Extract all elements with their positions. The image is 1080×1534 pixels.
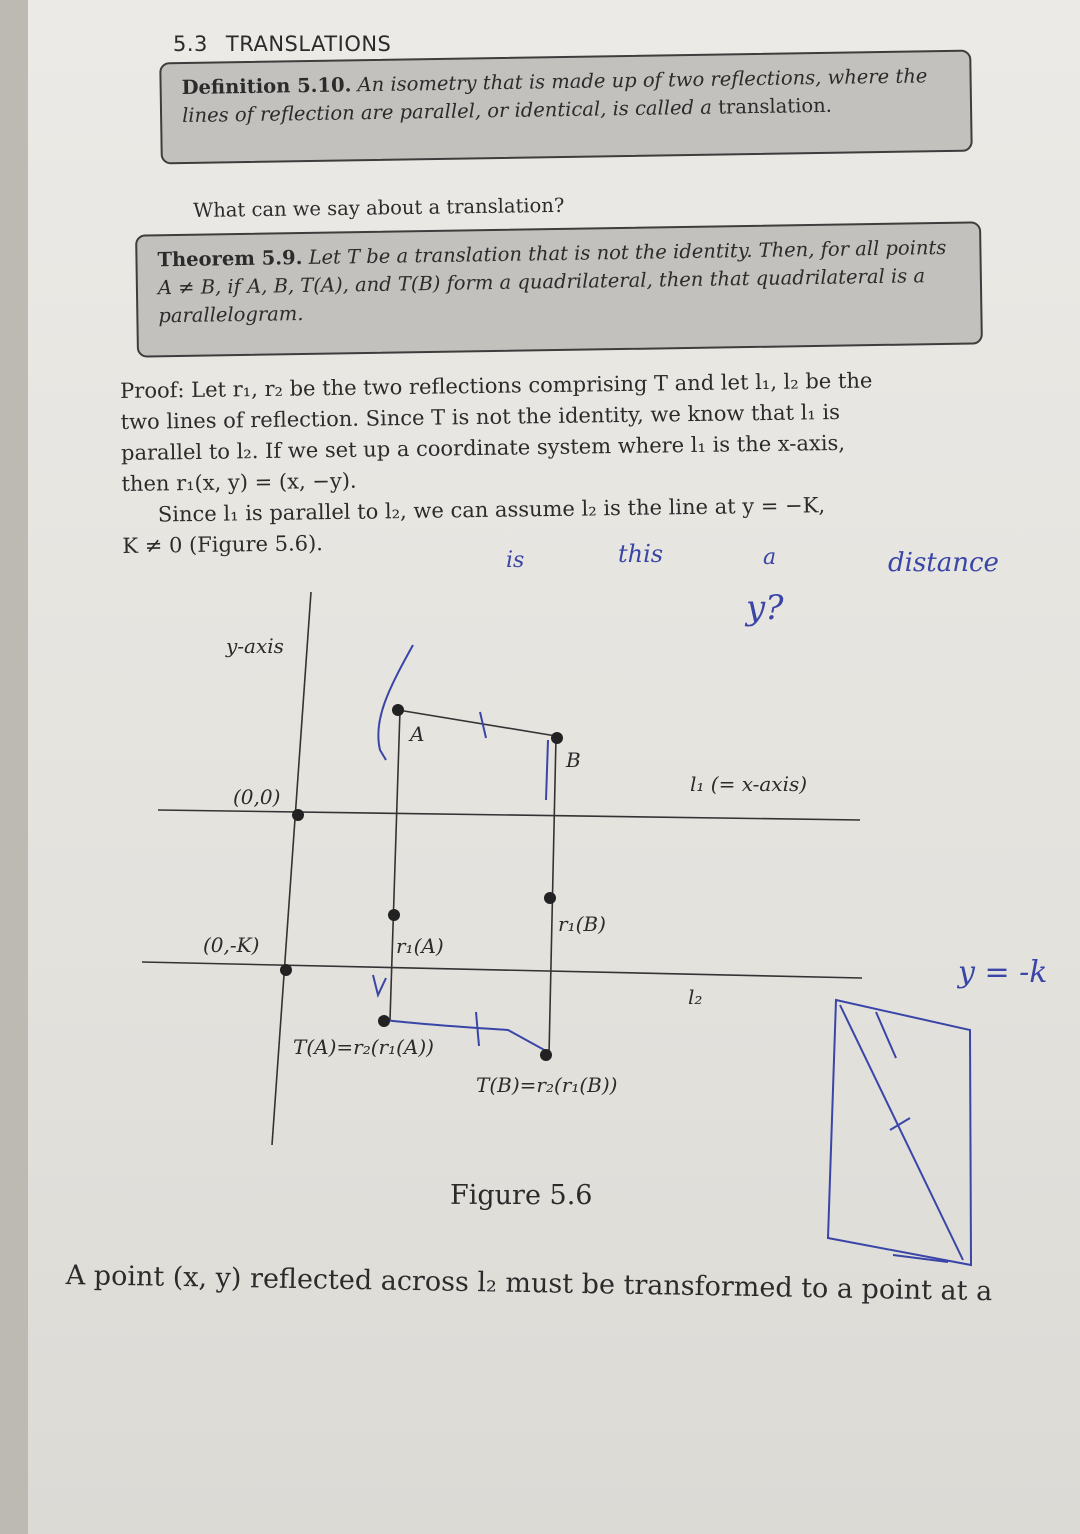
handwritten-this: this <box>618 540 664 568</box>
l2-label: l₂ <box>688 985 703 1009</box>
y-axis-line <box>272 592 311 1145</box>
l1-label: l₁ (= x-axis) <box>690 772 808 796</box>
neg-k-label: (0,-K) <box>203 933 260 957</box>
point-neg-k <box>280 964 292 976</box>
question-text: What can we say about a translation? <box>193 193 565 222</box>
segment-a-ta <box>390 710 400 1020</box>
definition-body: An isometry that is made up of two reflections, where the lines of reflection are parallel, or identical, is called a <box>181 64 928 128</box>
y-axis-label: y-axis <box>226 634 284 658</box>
proof-line: then r₁(x, y) = (x, −y). <box>121 468 357 496</box>
definition-label: Definition 5.10. <box>181 73 352 100</box>
point-tb <box>540 1049 552 1061</box>
ta-label: T(A)=r₂(r₁(A)) <box>293 1035 434 1059</box>
point-b <box>551 732 563 744</box>
bottom-text: A point (x, y) reflected across l₂ must be transformed to a point at a <box>65 1260 993 1308</box>
section-number: 5.3 <box>173 32 208 56</box>
point-b-label: B <box>566 748 581 772</box>
point-r1b <box>544 892 556 904</box>
proof-line: K ≠ 0 (Figure 5.6). <box>122 531 324 558</box>
point-ta <box>378 1015 390 1027</box>
pen-parallelogram <box>828 1000 971 1265</box>
definition-end: translation. <box>717 93 833 119</box>
handwritten-y-question: y? <box>746 588 784 628</box>
pen-arrow <box>373 975 386 995</box>
proof-line: Proof: Let r₁, r₂ be the two reflections comprising T and let l₁, l₂ be the <box>120 368 873 403</box>
handwritten-a: a <box>763 545 777 570</box>
pen-stroke <box>378 645 413 760</box>
theorem-body: Let T be a translation that is not the identity. Then, for all points A ≠ B, if A, B, T(A), and T(B) form a quadrilateral, then that quadrilateral is a parallelogram. <box>157 235 947 328</box>
point-r1a <box>388 909 400 921</box>
proof-line: parallel to l₂. If we set up a coordinate system where l₁ is the x-axis, <box>120 430 846 465</box>
theorem-label: Theorem 5.9. <box>157 246 303 272</box>
pen-stroke-b <box>546 740 548 800</box>
origin-label: (0,0) <box>233 785 281 809</box>
r1a-label: r₁(A) <box>396 934 444 958</box>
r1b-label: r₁(B) <box>558 912 606 936</box>
textbook-page <box>28 0 1080 1534</box>
l1-x-axis-line <box>158 810 860 820</box>
handwritten-is: is <box>506 548 525 573</box>
l2-line <box>142 962 862 978</box>
section-title: TRANSLATIONS <box>225 32 392 56</box>
pen-diagonal <box>840 1005 963 1260</box>
proof-line: Since l₁ is parallel to l₂, we can assume l₂ is the line at y = −K, <box>157 493 826 527</box>
point-a-label: A <box>410 722 425 746</box>
point-origin <box>292 809 304 821</box>
point-a <box>392 704 404 716</box>
handwritten-y-equals-k: y = -k <box>958 955 1048 990</box>
figure-caption: Figure 5.6 <box>450 1180 593 1211</box>
handwritten-distance: distance <box>888 548 999 578</box>
proof-line: two lines of reflection. Since T is not the identity, we know that l₁ is <box>120 399 841 434</box>
pen-tick <box>876 1012 896 1058</box>
tb-label: T(B)=r₂(r₁(B)) <box>476 1073 618 1097</box>
